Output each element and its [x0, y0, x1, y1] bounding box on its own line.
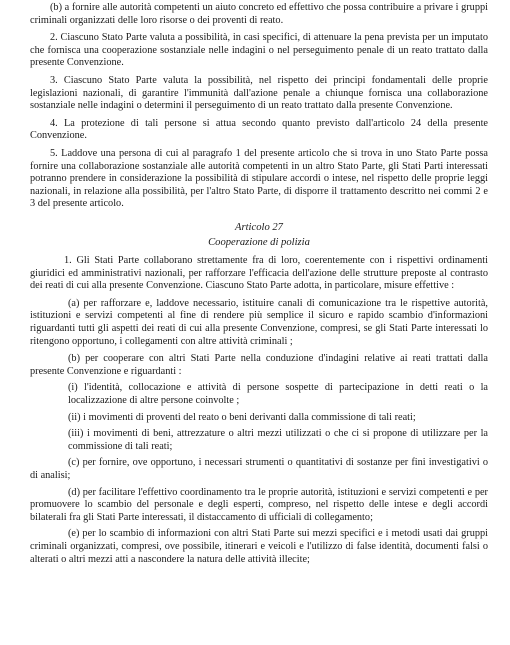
- article-title: Articolo 27: [235, 221, 283, 233]
- sub-item-i: (i) l'identità, collocazione e attività di persone sospette di partecipazione in detti reati o la localizzazione di altre persone coinvolte ;: [68, 382, 488, 407]
- item-a: (a) per rafforzare e, laddove necessario, istituire canali di comunicazione tra le rispettive autorità, istituzioni e servizi competenti al fine di rendere più semplice il sicuro e rapido scambio d'informazioni riguardanti tutti gli aspetti dei reati di cui alla presente Convenzione, compresi, se gli Stati Parte interessati lo ritengono opportuno, i collegamenti con altre attività criminali ;: [30, 297, 488, 347]
- item-c: (c) per fornire, ove opportuno, i necessari strumenti o quantitativi di sostanze per fini investigativi o di analisi;: [30, 457, 488, 481]
- item-d: (d) per facilitare l'effettivo coordinamento tra le proprie autorità, istituzioni e servizi competenti e per promuovere lo scambio del personale e degli esperti, compreso, nel rispetto delle intese e degli accordi bilaterali fra gli Stati Parte interessati, il distaccamento di ufficiali di collegamento;: [30, 486, 488, 523]
- paragraph-2: 2. Ciascuno Stato Parte valuta a possibilità, in casi specifici, di attenuare la pena prevista per un imputato che fornisca una cooperazione sostanziale nelle indagini o nel perseguimento penale di un reato trattato dalla presente Convenzione.: [30, 32, 488, 69]
- paragraph-b-top: (b) a fornire alle autorità competenti un aiuto concreto ed effettivo che possa contribuire a privare i gruppi criminali organizzati delle loro risorse o dei proventi di reato.: [30, 2, 488, 26]
- paragraph-5: 5. Laddove una persona di cui al paragrafo 1 del presente articolo che si trova in uno Stato Parte possa fornire una collaborazione sostanziale alle autorità competenti in un altro Stato Parte, gli Stati Parti interessati potranno prendere in considerazione la possibilità di stipulare accordi o intese, nel rispetto delle proprie leggi nazionali, in relazione alla possibilità, per l'altro Stato Parte, di disporre il trattamento descritto nei commi 2 e 3 del presente articolo.: [30, 147, 488, 210]
- paragraph-3: 3. Ciascuno Stato Parte valuta la possibilità, nel rispetto dei principi fondamentali delle proprie legislazioni nazionali, di garantire l'immunità dall'azione penale a chiunque fornisca una collaborazione sostanziale nelle indagini o determini il perseguimento di un reato trattato dalla presente Convenzione.: [30, 74, 488, 112]
- item-b: (b) per cooperare con altri Stati Parte nella conduzione d'indagini relative ai reati trattati dalla presente Convenzione e riguardanti :: [30, 353, 488, 377]
- article-paragraph-1: 1. Gli Stati Parte collaborano strettamente fra di loro, coerentemente con i rispettivi ordinamenti giuridici ed amministrativi nazionali, per rafforzare l'efficacia dell'azione delle strutture preposte al contrasto dei reati di cui alla presente Convenzione. Ciascuno Stato Parte adotta, in particolare, misure effettive :: [30, 255, 488, 292]
- item-e: (e) per lo scambio di informazioni con altri Stati Parte sui mezzi specifici e i metodi usati dai gruppi criminali organizzati, compresi, ove possibile, itinerari e veicoli e l'utilizzo di false identità, documenti falsi o alterati o altri mezzi atti a nascondere la natura delle attività illecite;: [30, 528, 488, 565]
- article-subtitle: Cooperazione di polizia: [208, 236, 310, 248]
- paragraph-4: 4. La protezione di tali persone si attua secondo quanto previsto dall'articolo 24 della presente Convenzione.: [30, 117, 488, 142]
- sub-item-ii: (ii) i movimenti di proventi del reato o beni derivanti dalla commissione di tali reati;: [68, 411, 416, 423]
- sub-item-iii: (iii) i movimenti di beni, attrezzature o altri mezzi utilizzati o che ci si propone di utilizzare per la commissione di tali reati;: [68, 428, 488, 452]
